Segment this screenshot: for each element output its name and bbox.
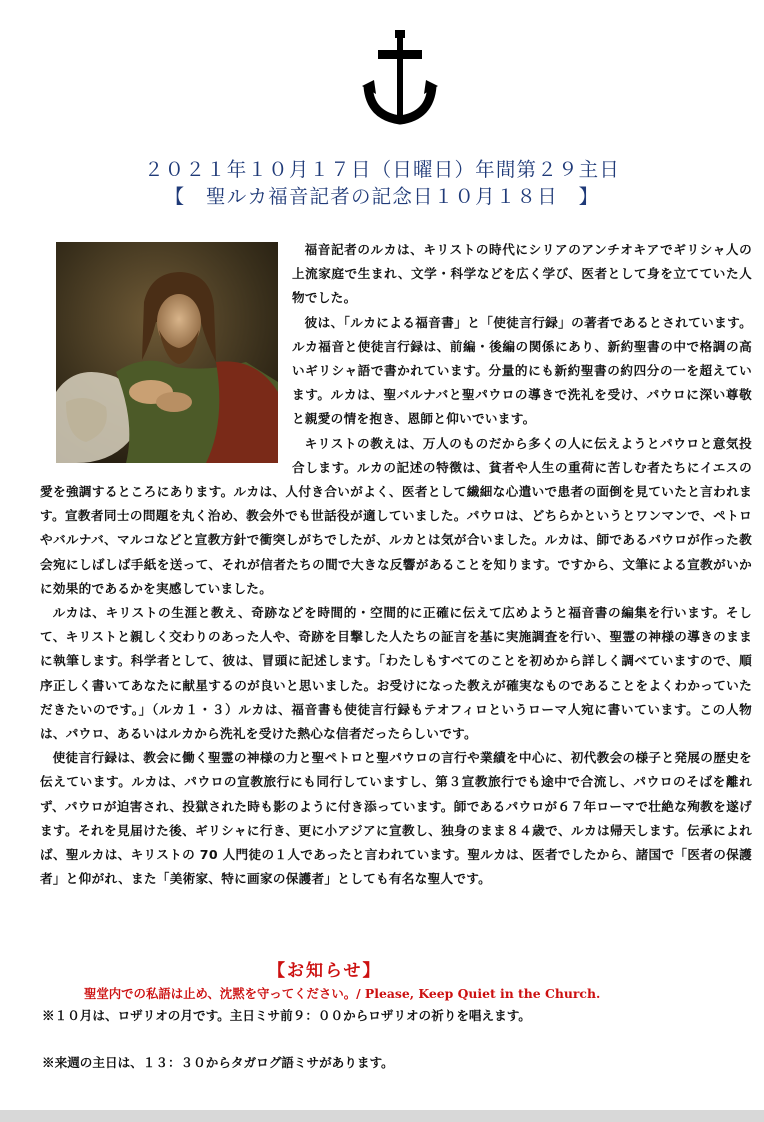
tagalog-mass-notice: ※来週の主日は、１３：３０からタガログ語ミサがあります。 [42, 1055, 394, 1070]
article-paragraph: 使徒言行録は、教会に働く聖霊の神様の力と聖ペトロと聖パウロの言行や業績を中心に、初代教会の様子と発展の歴史を伝えています。ルカは、パウロの宣教旅行にも同行していますし、第３宣教旅行でも途中で合流し、パウロのそばを離れず、パウロが迫害され、投獄された時も影のように付き添っています。師であるパウロが６７年ローマで壮絶な殉教を遂げます。それを見届けた後、ギリシャに行き、更に小アジアに宣教し、独身のまま８４歳で、ルカは帰天します。伝承によれば、聖ルカは、キリストの 70 人門徒の１人であったと言われています。聖ルカは、医者でしたから、諸国で「医者の保護者」と仰がれ、また「美術家、特に画家の保護者」としても有名な聖人です。 [40, 750, 752, 887]
page-title [0, 156, 764, 210]
title-date-line: ２０２１年１０月１７日（日曜日）年間第２９主日 [143, 158, 621, 181]
rosary-notice: ※１０月は、ロザリオの月です。主日ミサ前９：００からロザリオの祈りを唱えます。 [42, 1008, 531, 1023]
article-body [40, 238, 752, 891]
article-paragraph: 彼は、「ルカによる福音書」と「使徒言行録」の著者であるとされています。ルカ福音と使徒言行録は、前編・後編の関係にあり、新約聖書の中で格調の高いギリシャ語で書かれています。分量的にも新約聖書の約四分の一を超えています。ルカは、聖バルナバと聖パウロの導きで洗礼を受け、パウロに深い尊敬と親愛の情を抱き、恩師と仰いでいます。 [292, 314, 752, 427]
quiet-request: 聖堂内での私語は止め、沈黙を守ってください。/ Please, Keep Quiet in the Church. [84, 986, 601, 1001]
saint-luke-portrait [56, 242, 278, 463]
article-paragraph: ルカは、キリストの生涯と教え、奇跡などを時間的・空間的に正確に伝えて広めようと福音書の編集を行います。そして、キリストと親しく交わりのあった人や、奇跡を目撃した人たちの証言を基に実施調査を行い、聖霊の神様の導きのままに執筆します。科学者として、彼は、冒頭に記述します。「わたしもすべてのことを初めから詳しく調べていますので、順序正しく書いてあなたに献星するのが良いと思いました。お受けになった教えが確実なものであることをよくわかっていただきたいのです。」（ルカ１・３）ルカは、福音書も使徒言行録もテオフィロというローマ人宛に書いています。この人物は、パウロ、あるいはルカから洗礼を受けた熱心な信者だったらしいです。 [40, 605, 752, 742]
page-bottom-edge [0, 1110, 764, 1122]
article-paragraph: 福音記者のルカは、キリストの時代にシリアのアンチオキアでギリシャ人の上流家庭で生まれ、文学・科学などを広く学び、医者として身を立てていた人物でした。 [292, 242, 752, 306]
title-feast-line: 【 聖ルカ福音記者の記念日１０月１８日 】 [164, 185, 600, 208]
article-paragraph: キリストの教えは、万人のものだから多くの人に伝えようとパウロと意気投合します。ルカの記述の特徴は、貧者や人生の重荷に苦しむ者たちにイエスの愛を強調するところにあります。ルカは、人付き合いがよく、医者として繊細な心遣いで患者の面倒を見ていたと言われます。宣教者同士の問題を丸く治め、教会外でも世話役が適していました。パウロは、どちらかというとワンマンで、ペトロやバルナバ、マルコなどと宣教方針で衝突しがちでしたが、ルカとは気が合いました。ルカは、師であるパウロが作った教会宛にしばしば手紙を送って、それが信者たちの間で大きな反響があることを知ります。ですから、文筆による宣教がいかに効果的であるかを実感していました。 [40, 435, 752, 596]
notice-heading: 【お知らせ】 [268, 961, 382, 981]
anchor-icon [362, 30, 438, 125]
